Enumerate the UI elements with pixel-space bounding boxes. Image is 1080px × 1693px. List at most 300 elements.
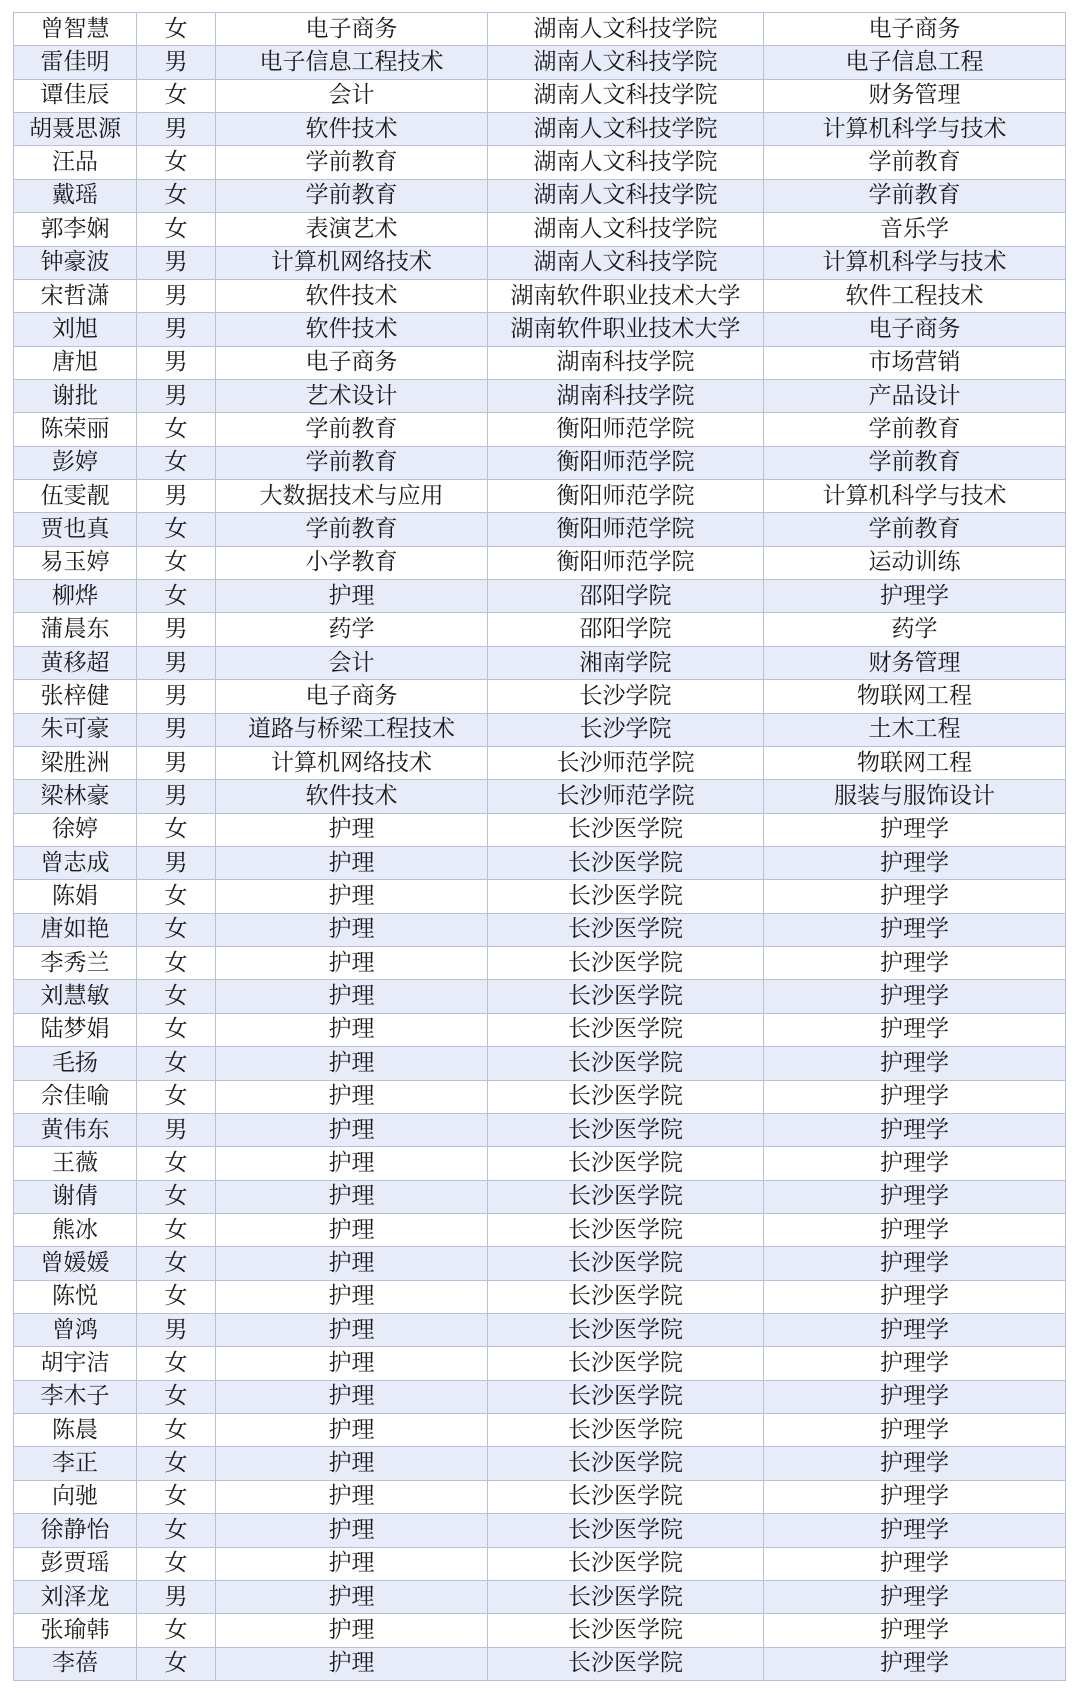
gender-cell: 女 [137, 1247, 216, 1280]
table-row [14, 1080, 1066, 1113]
table-row [14, 379, 1066, 412]
table-row [14, 913, 1066, 946]
gender-cell: 女 [137, 146, 216, 179]
table-row [14, 546, 1066, 579]
gender-cell: 男 [137, 1314, 216, 1347]
student-name-cell: 蒲晨东 [14, 613, 137, 646]
major-cell: 学前教育 [216, 513, 488, 546]
major-cell: 护理 [216, 1080, 488, 1113]
student-name-cell: 曾媛媛 [14, 1247, 137, 1280]
major-cell: 艺术设计 [216, 379, 488, 412]
major-cell: 软件技术 [216, 113, 488, 146]
target-major-cell: 市场营销 [764, 346, 1066, 379]
gender-cell: 女 [137, 13, 216, 46]
table-row [14, 780, 1066, 813]
target-major-cell: 护理学 [764, 1580, 1066, 1613]
major-cell: 道路与桥梁工程技术 [216, 713, 488, 746]
college-cell: 邵阳学院 [488, 580, 764, 613]
major-cell: 护理 [216, 1480, 488, 1513]
student-name-cell: 戴瑶 [14, 179, 137, 212]
college-cell: 湖南科技学院 [488, 379, 764, 412]
college-cell: 长沙医学院 [488, 980, 764, 1013]
target-major-cell: 护理学 [764, 1347, 1066, 1380]
major-cell: 电子信息工程技术 [216, 46, 488, 79]
major-cell: 护理 [216, 1447, 488, 1480]
gender-cell: 女 [137, 546, 216, 579]
table-row [14, 947, 1066, 980]
target-major-cell: 护理学 [764, 1547, 1066, 1580]
gender-cell: 男 [137, 480, 216, 513]
college-cell: 长沙医学院 [488, 1113, 764, 1146]
table-row [14, 1280, 1066, 1313]
college-cell: 湖南人文科技学院 [488, 113, 764, 146]
college-cell: 长沙医学院 [488, 813, 764, 846]
student-name-cell: 徐静怡 [14, 1514, 137, 1547]
table-row [14, 1514, 1066, 1547]
college-cell: 长沙医学院 [488, 1514, 764, 1547]
gender-cell: 女 [137, 1480, 216, 1513]
target-major-cell: 学前教育 [764, 179, 1066, 212]
gender-cell: 女 [137, 1213, 216, 1246]
college-cell: 长沙医学院 [488, 1213, 764, 1246]
gender-cell: 女 [137, 446, 216, 479]
target-major-cell: 护理学 [764, 1380, 1066, 1413]
target-major-cell: 计算机科学与技术 [764, 480, 1066, 513]
target-major-cell: 药学 [764, 613, 1066, 646]
target-major-cell: 护理学 [764, 1113, 1066, 1146]
target-major-cell: 护理学 [764, 1514, 1066, 1547]
table-row [14, 813, 1066, 846]
gender-cell: 女 [137, 1080, 216, 1113]
student-name-cell: 朱可豪 [14, 713, 137, 746]
college-cell: 湖南人文科技学院 [488, 246, 764, 279]
target-major-cell: 护理学 [764, 1247, 1066, 1280]
target-major-cell: 电子商务 [764, 313, 1066, 346]
college-cell: 衡阳师范学院 [488, 413, 764, 446]
college-cell: 长沙医学院 [488, 1314, 764, 1347]
table-row [14, 513, 1066, 546]
target-major-cell: 运动训练 [764, 546, 1066, 579]
target-major-cell: 电子商务 [764, 13, 1066, 46]
target-major-cell: 护理学 [764, 880, 1066, 913]
student-name-cell: 李正 [14, 1447, 137, 1480]
table-row [14, 1147, 1066, 1180]
target-major-cell: 护理学 [764, 846, 1066, 879]
student-name-cell: 伍雯靓 [14, 480, 137, 513]
gender-cell: 女 [137, 1614, 216, 1647]
table-row [14, 646, 1066, 679]
college-cell: 湖南人文科技学院 [488, 13, 764, 46]
major-cell: 护理 [216, 947, 488, 980]
gender-cell: 女 [137, 913, 216, 946]
student-name-cell: 张瑜韩 [14, 1614, 137, 1647]
gender-cell: 女 [137, 179, 216, 212]
target-major-cell: 服装与服饰设计 [764, 780, 1066, 813]
major-cell: 软件技术 [216, 313, 488, 346]
major-cell: 小学教育 [216, 546, 488, 579]
table-row [14, 1013, 1066, 1046]
gender-cell: 男 [137, 613, 216, 646]
major-cell: 计算机网络技术 [216, 746, 488, 779]
table-row [14, 79, 1066, 112]
gender-cell: 男 [137, 646, 216, 679]
major-cell: 护理 [216, 1280, 488, 1313]
table-row [14, 1314, 1066, 1347]
gender-cell: 女 [137, 980, 216, 1013]
target-major-cell: 计算机科学与技术 [764, 246, 1066, 279]
major-cell: 电子商务 [216, 680, 488, 713]
college-cell: 长沙医学院 [488, 1180, 764, 1213]
gender-cell: 男 [137, 1580, 216, 1613]
student-name-cell: 雷佳明 [14, 46, 137, 79]
gender-cell: 女 [137, 513, 216, 546]
admission-table-container [13, 12, 1065, 1681]
student-name-cell: 张梓健 [14, 680, 137, 713]
table-row [14, 346, 1066, 379]
gender-cell: 男 [137, 46, 216, 79]
major-cell: 电子商务 [216, 13, 488, 46]
student-name-cell: 陆梦娟 [14, 1013, 137, 1046]
college-cell: 湖南人文科技学院 [488, 79, 764, 112]
college-cell: 长沙学院 [488, 680, 764, 713]
student-name-cell: 梁林豪 [14, 780, 137, 813]
major-cell: 会计 [216, 646, 488, 679]
student-name-cell: 谭佳辰 [14, 79, 137, 112]
major-cell: 护理 [216, 1414, 488, 1447]
college-cell: 长沙医学院 [488, 880, 764, 913]
major-cell: 护理 [216, 1514, 488, 1547]
student-name-cell: 梁胜洲 [14, 746, 137, 779]
student-name-cell: 彭婷 [14, 446, 137, 479]
student-name-cell: 徐婷 [14, 813, 137, 846]
gender-cell: 男 [137, 379, 216, 412]
target-major-cell: 护理学 [764, 1447, 1066, 1480]
table-row [14, 1647, 1066, 1680]
target-major-cell: 财务管理 [764, 646, 1066, 679]
gender-cell: 女 [137, 413, 216, 446]
table-row [14, 179, 1066, 212]
target-major-cell: 护理学 [764, 1047, 1066, 1080]
gender-cell: 女 [137, 1380, 216, 1413]
student-name-cell: 李木子 [14, 1380, 137, 1413]
gender-cell: 男 [137, 279, 216, 312]
gender-cell: 男 [137, 713, 216, 746]
college-cell: 湖南人文科技学院 [488, 46, 764, 79]
student-name-cell: 佘佳喻 [14, 1080, 137, 1113]
college-cell: 长沙医学院 [488, 1614, 764, 1647]
table-row [14, 980, 1066, 1013]
major-cell: 护理 [216, 1113, 488, 1146]
student-name-cell: 黄伟东 [14, 1113, 137, 1146]
student-name-cell: 易玉婷 [14, 546, 137, 579]
gender-cell: 女 [137, 1180, 216, 1213]
table-row [14, 580, 1066, 613]
student-name-cell: 陈晨 [14, 1414, 137, 1447]
college-cell: 湖南软件职业技术大学 [488, 279, 764, 312]
table-row [14, 1480, 1066, 1513]
target-major-cell: 学前教育 [764, 446, 1066, 479]
college-cell: 长沙学院 [488, 713, 764, 746]
college-cell: 湘南学院 [488, 646, 764, 679]
target-major-cell: 护理学 [764, 1147, 1066, 1180]
major-cell: 护理 [216, 846, 488, 879]
major-cell: 电子商务 [216, 346, 488, 379]
major-cell: 学前教育 [216, 146, 488, 179]
major-cell: 护理 [216, 1013, 488, 1046]
college-cell: 湖南人文科技学院 [488, 213, 764, 246]
target-major-cell: 护理学 [764, 1647, 1066, 1680]
student-name-cell: 刘旭 [14, 313, 137, 346]
table-row [14, 246, 1066, 279]
major-cell: 护理 [216, 1213, 488, 1246]
gender-cell: 男 [137, 246, 216, 279]
target-major-cell: 护理学 [764, 1314, 1066, 1347]
major-cell: 护理 [216, 1314, 488, 1347]
student-name-cell: 彭贾瑶 [14, 1547, 137, 1580]
college-cell: 邵阳学院 [488, 613, 764, 646]
college-cell: 长沙医学院 [488, 1147, 764, 1180]
major-cell: 学前教育 [216, 413, 488, 446]
student-name-cell: 胡聂思源 [14, 113, 137, 146]
gender-cell: 女 [137, 1280, 216, 1313]
major-cell: 护理 [216, 1180, 488, 1213]
table-row [14, 313, 1066, 346]
target-major-cell: 护理学 [764, 1280, 1066, 1313]
target-major-cell: 音乐学 [764, 213, 1066, 246]
gender-cell: 男 [137, 746, 216, 779]
table-row [14, 1347, 1066, 1380]
college-cell: 长沙医学院 [488, 947, 764, 980]
major-cell: 护理 [216, 1547, 488, 1580]
gender-cell: 女 [137, 1147, 216, 1180]
target-major-cell: 物联网工程 [764, 680, 1066, 713]
college-cell: 湖南软件职业技术大学 [488, 313, 764, 346]
target-major-cell: 护理学 [764, 1414, 1066, 1447]
student-name-cell: 王薇 [14, 1147, 137, 1180]
college-cell: 湖南人文科技学院 [488, 146, 764, 179]
target-major-cell: 护理学 [764, 1614, 1066, 1647]
table-row [14, 1414, 1066, 1447]
table-row [14, 846, 1066, 879]
student-name-cell: 熊冰 [14, 1213, 137, 1246]
student-name-cell: 贾也真 [14, 513, 137, 546]
college-cell: 长沙医学院 [488, 1047, 764, 1080]
table-row [14, 1447, 1066, 1480]
table-body [14, 13, 1066, 1681]
student-name-cell: 汪品 [14, 146, 137, 179]
college-cell: 衡阳师范学院 [488, 480, 764, 513]
major-cell: 软件技术 [216, 279, 488, 312]
student-name-cell: 谢倩 [14, 1180, 137, 1213]
target-major-cell: 护理学 [764, 1480, 1066, 1513]
college-cell: 长沙医学院 [488, 913, 764, 946]
target-major-cell: 护理学 [764, 1013, 1066, 1046]
college-cell: 衡阳师范学院 [488, 446, 764, 479]
student-name-cell: 刘慧敏 [14, 980, 137, 1013]
major-cell: 计算机网络技术 [216, 246, 488, 279]
college-cell: 长沙医学院 [488, 1480, 764, 1513]
college-cell: 长沙医学院 [488, 1380, 764, 1413]
college-cell: 长沙医学院 [488, 1547, 764, 1580]
table-row [14, 1047, 1066, 1080]
gender-cell: 女 [137, 1514, 216, 1547]
student-name-cell: 柳烨 [14, 580, 137, 613]
student-name-cell: 曾鸿 [14, 1314, 137, 1347]
college-cell: 长沙师范学院 [488, 780, 764, 813]
gender-cell: 女 [137, 1347, 216, 1380]
student-name-cell: 曾志成 [14, 846, 137, 879]
table-row [14, 680, 1066, 713]
target-major-cell: 护理学 [764, 1080, 1066, 1113]
target-major-cell: 护理学 [764, 580, 1066, 613]
target-major-cell: 财务管理 [764, 79, 1066, 112]
student-name-cell: 李蓓 [14, 1647, 137, 1680]
major-cell: 护理 [216, 980, 488, 1013]
college-cell: 长沙医学院 [488, 1647, 764, 1680]
gender-cell: 女 [137, 213, 216, 246]
major-cell: 护理 [216, 1147, 488, 1180]
student-name-cell: 钟豪波 [14, 246, 137, 279]
table-row [14, 1614, 1066, 1647]
student-name-cell: 陈荣丽 [14, 413, 137, 446]
college-cell: 湖南人文科技学院 [488, 179, 764, 212]
student-name-cell: 唐旭 [14, 346, 137, 379]
college-cell: 长沙医学院 [488, 1347, 764, 1380]
college-cell: 长沙医学院 [488, 846, 764, 879]
table-row [14, 880, 1066, 913]
major-cell: 护理 [216, 580, 488, 613]
college-cell: 衡阳师范学院 [488, 546, 764, 579]
target-major-cell: 护理学 [764, 980, 1066, 1013]
student-name-cell: 黄移超 [14, 646, 137, 679]
target-major-cell: 护理学 [764, 947, 1066, 980]
gender-cell: 男 [137, 346, 216, 379]
table-row [14, 113, 1066, 146]
major-cell: 护理 [216, 1047, 488, 1080]
college-cell: 长沙医学院 [488, 1580, 764, 1613]
gender-cell: 男 [137, 1113, 216, 1146]
table-row [14, 146, 1066, 179]
major-cell: 护理 [216, 1580, 488, 1613]
major-cell: 药学 [216, 613, 488, 646]
table-row [14, 1213, 1066, 1246]
student-name-cell: 曾智慧 [14, 13, 137, 46]
table-row [14, 213, 1066, 246]
gender-cell: 女 [137, 880, 216, 913]
table-row [14, 480, 1066, 513]
target-major-cell: 电子信息工程 [764, 46, 1066, 79]
major-cell: 护理 [216, 913, 488, 946]
table-row [14, 1380, 1066, 1413]
student-name-cell: 郭李娴 [14, 213, 137, 246]
major-cell: 护理 [216, 880, 488, 913]
table-row [14, 1180, 1066, 1213]
major-cell: 大数据技术与应用 [216, 480, 488, 513]
target-major-cell: 学前教育 [764, 513, 1066, 546]
target-major-cell: 护理学 [764, 913, 1066, 946]
gender-cell: 男 [137, 680, 216, 713]
gender-cell: 女 [137, 1013, 216, 1046]
college-cell: 长沙医学院 [488, 1247, 764, 1280]
major-cell: 学前教育 [216, 179, 488, 212]
target-major-cell: 产品设计 [764, 379, 1066, 412]
table-row [14, 46, 1066, 79]
target-major-cell: 护理学 [764, 1213, 1066, 1246]
gender-cell: 男 [137, 846, 216, 879]
target-major-cell: 物联网工程 [764, 746, 1066, 779]
major-cell: 护理 [216, 1614, 488, 1647]
gender-cell: 女 [137, 1414, 216, 1447]
student-name-cell: 刘泽龙 [14, 1580, 137, 1613]
table-row [14, 413, 1066, 446]
college-cell: 长沙医学院 [488, 1080, 764, 1113]
gender-cell: 女 [137, 1647, 216, 1680]
student-name-cell: 胡宇洁 [14, 1347, 137, 1380]
major-cell: 表演艺术 [216, 213, 488, 246]
target-major-cell: 计算机科学与技术 [764, 113, 1066, 146]
table-row [14, 279, 1066, 312]
target-major-cell: 学前教育 [764, 413, 1066, 446]
student-name-cell: 李秀兰 [14, 947, 137, 980]
college-cell: 长沙医学院 [488, 1280, 764, 1313]
major-cell: 护理 [216, 1247, 488, 1280]
major-cell: 护理 [216, 813, 488, 846]
major-cell: 护理 [216, 1347, 488, 1380]
major-cell: 会计 [216, 79, 488, 112]
college-cell: 长沙师范学院 [488, 746, 764, 779]
student-name-cell: 毛扬 [14, 1047, 137, 1080]
gender-cell: 男 [137, 780, 216, 813]
table-row [14, 1580, 1066, 1613]
major-cell: 护理 [216, 1647, 488, 1680]
college-cell: 湖南科技学院 [488, 346, 764, 379]
student-name-cell: 陈娟 [14, 880, 137, 913]
gender-cell: 女 [137, 1447, 216, 1480]
major-cell: 软件技术 [216, 780, 488, 813]
student-name-cell: 唐如艳 [14, 913, 137, 946]
gender-cell: 女 [137, 79, 216, 112]
table-row [14, 1113, 1066, 1146]
target-major-cell: 护理学 [764, 813, 1066, 846]
table-row [14, 613, 1066, 646]
gender-cell: 男 [137, 113, 216, 146]
target-major-cell: 护理学 [764, 1180, 1066, 1213]
table-row [14, 446, 1066, 479]
college-cell: 长沙医学院 [488, 1447, 764, 1480]
table-row [14, 13, 1066, 46]
college-cell: 长沙医学院 [488, 1013, 764, 1046]
college-cell: 长沙医学院 [488, 1414, 764, 1447]
gender-cell: 女 [137, 813, 216, 846]
table-row [14, 1247, 1066, 1280]
major-cell: 护理 [216, 1380, 488, 1413]
student-name-cell: 宋哲潇 [14, 279, 137, 312]
gender-cell: 女 [137, 1047, 216, 1080]
target-major-cell: 软件工程技术 [764, 279, 1066, 312]
major-cell: 学前教育 [216, 446, 488, 479]
college-cell: 衡阳师范学院 [488, 513, 764, 546]
target-major-cell: 学前教育 [764, 146, 1066, 179]
student-name-cell: 向驰 [14, 1480, 137, 1513]
target-major-cell: 土木工程 [764, 713, 1066, 746]
table-row [14, 713, 1066, 746]
student-name-cell: 陈悦 [14, 1280, 137, 1313]
gender-cell: 女 [137, 580, 216, 613]
gender-cell: 女 [137, 947, 216, 980]
table-row [14, 1547, 1066, 1580]
table-row [14, 746, 1066, 779]
admission-table [13, 12, 1066, 1681]
